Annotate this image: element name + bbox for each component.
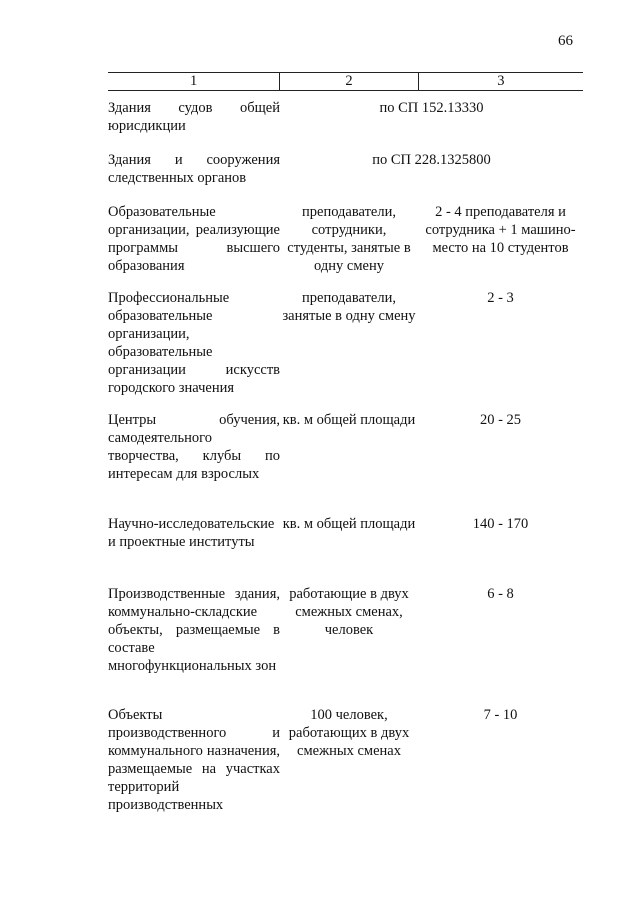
facility-type: Объекты производственного и коммунального назначения, размещаемые на участках территорий производственных [108,707,280,813]
table-row [108,411,583,483]
calculation-unit: кв. м общей площади [282,412,416,428]
table-row [108,585,583,675]
calculation-unit: кв. м общей площади [282,516,416,532]
facility-type: Центры обучения, самодеятельного творчества, клубы по интересам для взрослых [108,412,280,482]
column-header-1: 1 [190,73,198,89]
column-header-2: 2 [279,73,417,90]
parking-norms-table [108,72,583,813]
parking-norm: 2 - 3 [487,290,514,306]
table-header [108,72,583,91]
page-number: 66 [558,33,573,49]
parking-norm: 2 - 4 преподавателя и сотрудника + 1 машино-место на 10 студентов [425,204,576,256]
table-row [108,203,583,275]
parking-norm: 6 - 8 [487,586,514,602]
calculation-unit: 100 человек, работающих в двух смежных сменах [288,707,410,759]
table-row [108,515,583,551]
parking-norm: 140 - 170 [472,516,529,532]
calculation-unit: преподаватели, занятые в одну смену [282,290,416,324]
calculation-unit: работающие в двух смежных сменах, человек [289,586,409,638]
table-row [108,706,583,814]
facility-type: Образовательные организации, реализующие программы высшего образования [108,204,280,274]
facility-type: Профессиональные образовательные организации, образовательные организации искусств городского значения [108,290,280,396]
table-row [108,151,583,187]
facility-type: Научно-исследовательские и проектные институты [108,516,275,550]
table-row [108,289,583,397]
facility-type: Здания судов общей юрисдикции [108,100,280,134]
parking-norm: 7 - 10 [483,707,518,723]
column-header-3: 3 [418,73,583,90]
facility-type: Производственные здания, коммунально-складские объекты, размещаемые в составе многофункциональных зон [108,586,280,674]
table-row [108,99,583,135]
calculation-unit: преподаватели, сотрудники, студенты, занятые в одну смену [287,204,411,274]
facility-type: Здания и сооружения следственных органов [108,152,280,186]
norm-reference: по СП 228.1325800 [372,152,491,168]
norm-reference: по СП 152.13330 [379,100,484,116]
parking-norm: 20 - 25 [479,412,522,428]
